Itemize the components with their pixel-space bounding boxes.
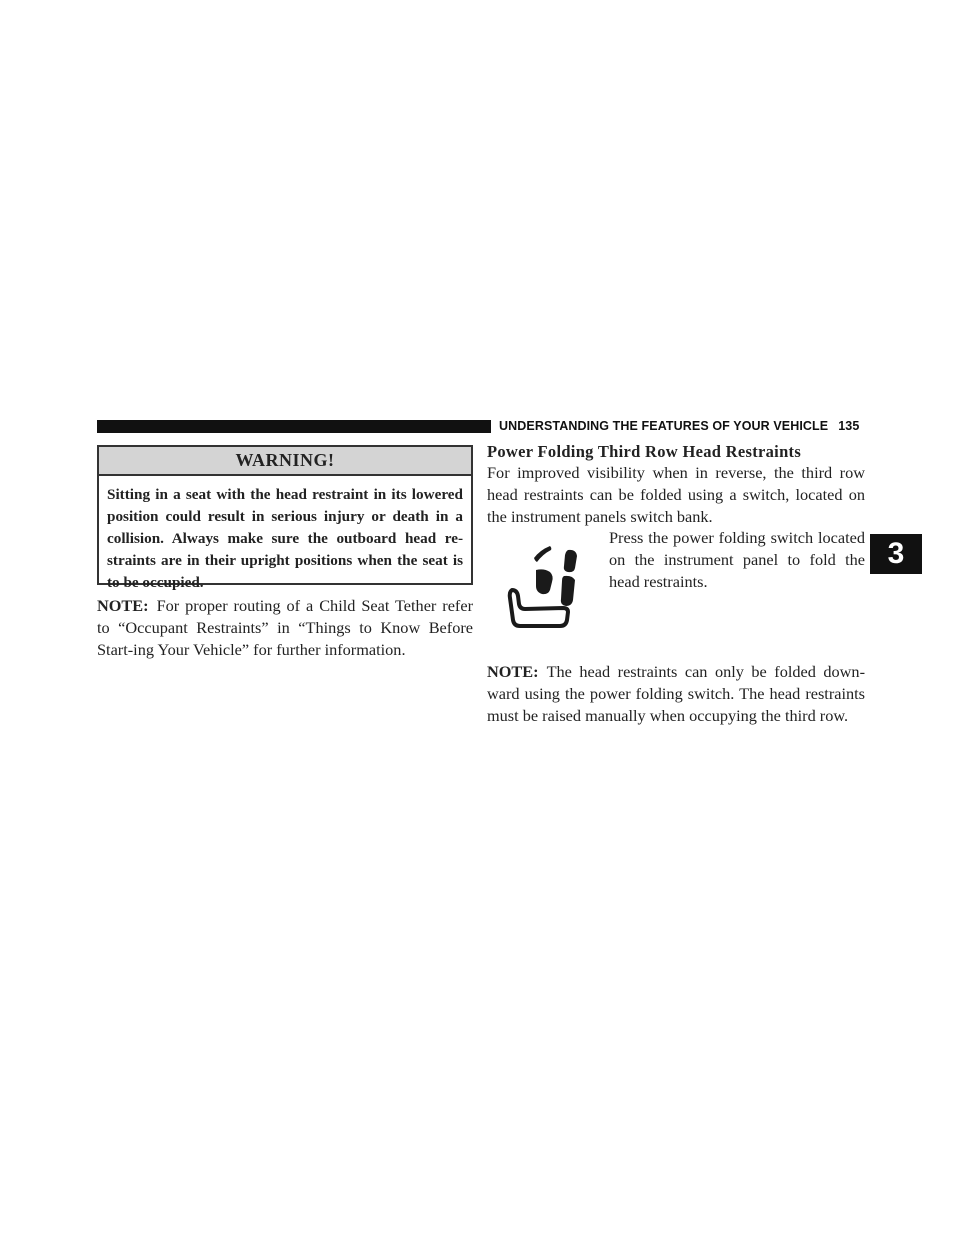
header-section-title: UNDERSTANDING THE FEATURES OF YOUR VEHICLE: [499, 419, 829, 433]
warning-box: [97, 445, 473, 591]
running-header: [499, 419, 859, 434]
header-rule-bar: [97, 420, 491, 433]
page-number: 135: [838, 419, 860, 433]
press-instruction: Press the power folding switch located on the instrument panel to fold the head restraints.: [609, 528, 865, 591]
left-note: [97, 595, 473, 661]
section-heading: Power Folding Third Row Head Restraints: [487, 442, 802, 461]
right-note-text: The head restraints can only be folded down-ward using the power folding switch. The head restraints must be raised manually when occupying the third row.: [487, 662, 865, 725]
right-note-label: NOTE:: [487, 662, 539, 681]
power-folding-head-restraint-switch-icon: [500, 536, 590, 630]
left-note-text: For proper routing of a Child Seat Tether refer to “Occupant Restraints” in “Things to Know Before Start-ing Your Vehicle” for further information.: [97, 596, 473, 659]
right-note: [487, 661, 865, 727]
warning-text: Sitting in a seat with the head restraint in its lowered position could result in serious injury or death in a collision. Always make sure the outboard head re-straints are in their upright positions when the seat is to be occupied.: [107, 486, 463, 591]
section-intro: For improved visibility when in reverse, the third row head restraints can be folded using a switch, located on the instrument panels switch bank.: [487, 463, 865, 526]
chapter-tab: 3: [870, 534, 922, 574]
warning-title: WARNING!: [99, 447, 471, 476]
left-note-label: NOTE:: [97, 596, 149, 615]
